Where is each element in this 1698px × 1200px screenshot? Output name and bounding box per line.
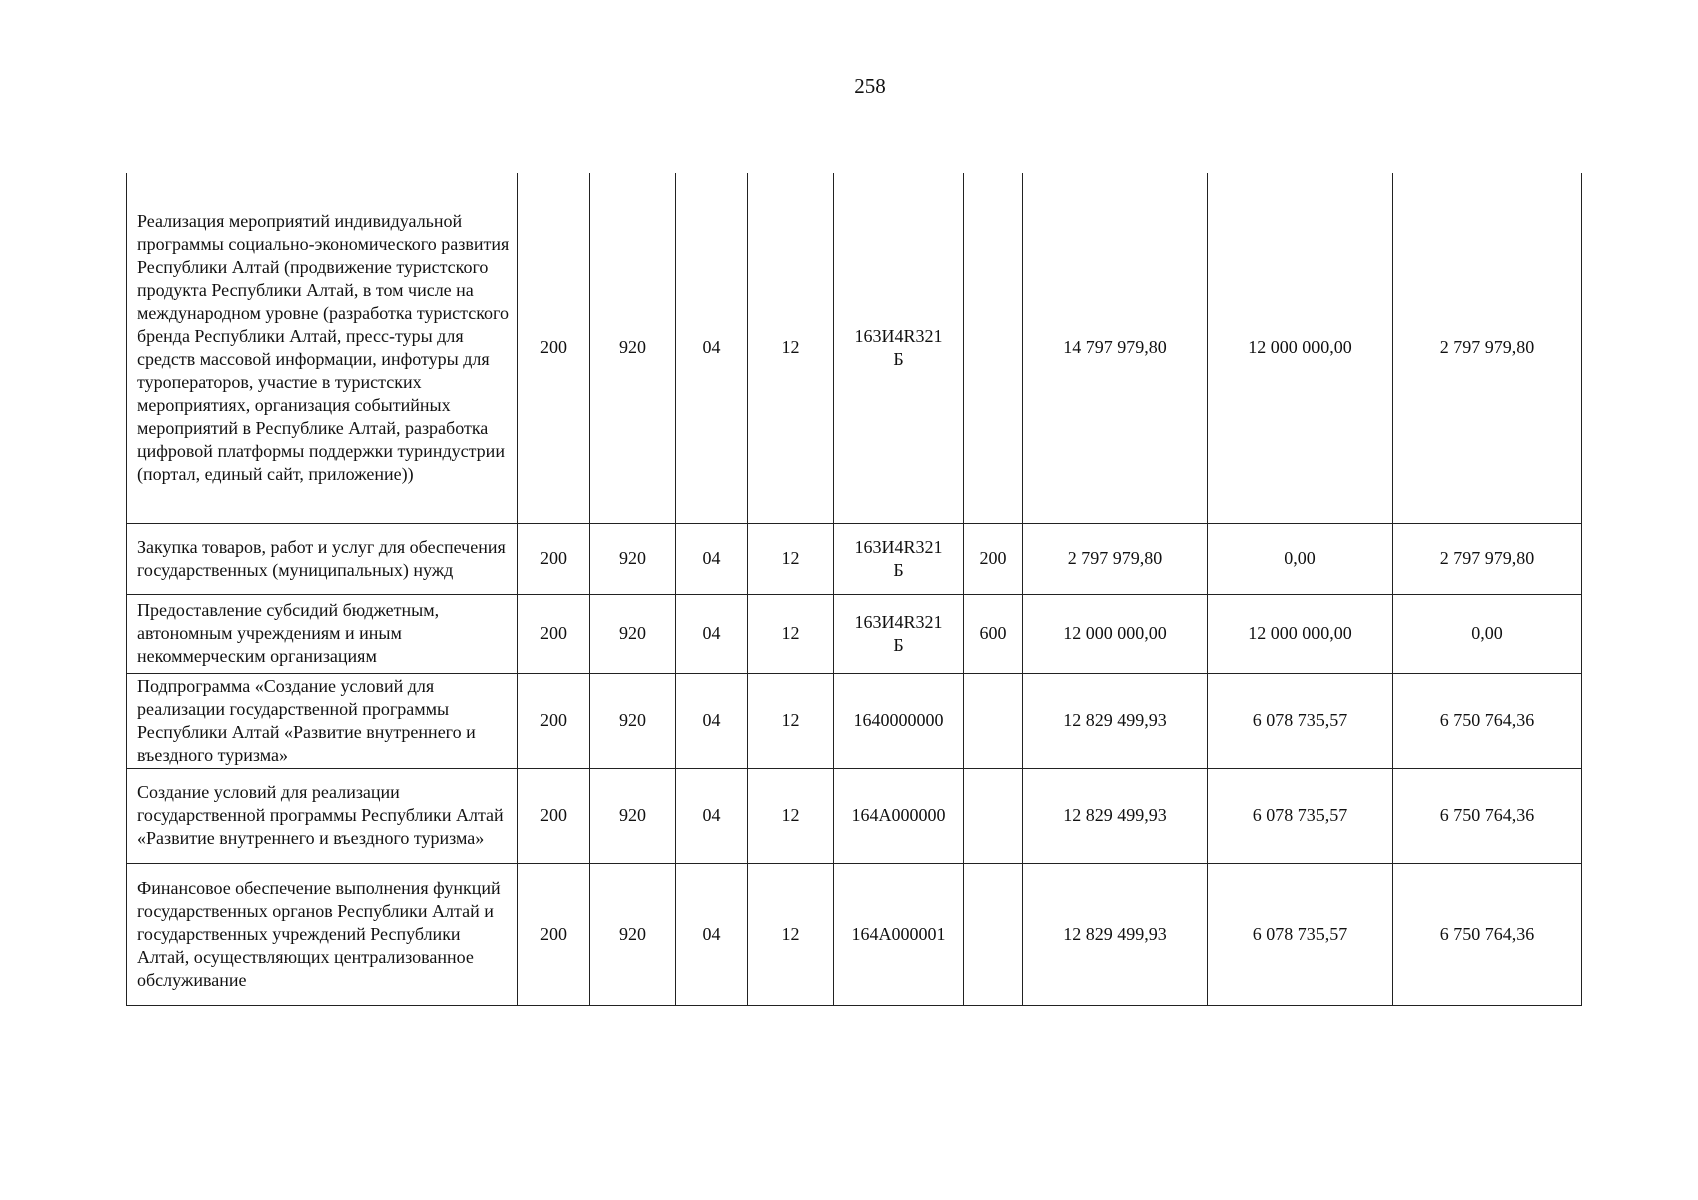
amount-a: 12 000 000,00 [1208,594,1393,673]
expense-type [964,673,1023,768]
target-code-suffix: Б [893,634,904,655]
code-col-3: 04 [676,768,748,863]
code-col-4: 12 [748,768,834,863]
target-code-main: 164А000001 [851,923,946,944]
table-row [127,768,1582,863]
code-col-2: 920 [590,173,676,523]
row-name: Финансовое обеспечение выполнения функций государственных органов Республики Алтай и государственных учреждений Республики Алтай, осуществляющих централизованное обслуживание [127,863,518,1005]
code-col-4: 12 [748,863,834,1005]
amount-total: 2 797 979,80 [1023,523,1208,594]
code-col-3: 04 [676,673,748,768]
target-code [834,863,964,1005]
code-col-1: 200 [518,863,590,1005]
code-col-1: 200 [518,173,590,523]
target-code [834,523,964,594]
code-col-4: 12 [748,673,834,768]
table-row [127,594,1582,673]
row-name: Создание условий для реализации государственной программы Республики Алтай «Развитие внутреннего и въездного туризма» [127,768,518,863]
code-col-2: 920 [590,594,676,673]
amount-total: 14 797 979,80 [1023,173,1208,523]
target-code-main: 164А000000 [851,805,946,825]
amount-a: 6 078 735,57 [1208,863,1393,1005]
target-code-suffix: Б [893,559,904,580]
target-code [834,673,964,768]
code-col-3: 04 [676,523,748,594]
code-col-1: 200 [518,594,590,673]
budget-table [126,173,1582,1006]
code-col-3: 04 [676,863,748,1005]
row-name: Закупка товаров, работ и услуг для обеспечения государственных (муниципальных) нужд [127,523,518,594]
amount-a: 12 000 000,00 [1208,173,1393,523]
target-code-main: 163И4R321 [854,611,943,632]
expense-type [964,173,1023,523]
table-row [127,523,1582,594]
target-code-main: 163И4R321 [854,536,943,557]
target-code-main: 163И4R321 [854,325,943,346]
amount-total: 12 829 499,93 [1023,863,1208,1005]
amount-b: 0,00 [1393,594,1582,673]
expense-type: 200 [964,523,1023,594]
expense-type [964,863,1023,1005]
expense-type: 600 [964,594,1023,673]
code-col-2: 920 [590,523,676,594]
target-code [834,173,964,523]
amount-a: 0,00 [1208,523,1393,594]
table-row [127,673,1582,768]
code-col-4: 12 [748,523,834,594]
target-code [834,594,964,673]
code-col-1: 200 [518,768,590,863]
table-row [127,863,1582,1005]
expense-type [964,768,1023,863]
code-col-1: 200 [518,523,590,594]
amount-total: 12 829 499,93 [1023,673,1208,768]
row-name: Предоставление субсидий бюджетным, автономным учреждениям и иным некоммерческим организациям [127,594,518,673]
table-row [127,173,1582,523]
row-name: Реализация мероприятий индивидуальной программы социально-экономического развития Республики Алтай (продвижение туристского продукта Республики Алтай, в том числе на международном уровне (разработка туристского бренда Республики Алтай, пресс-туры для средств массовой информации, инфотуры для туроператоров, участие в туристских мероприятиях, организация событийных мероприятий в Республике Алтай, разработка цифровой платформы поддержки туриндустрии (портал, единый сайт, приложение)) [127,173,518,523]
target-code-suffix: Б [893,348,904,369]
page-number: 258 [854,74,886,98]
code-col-4: 12 [748,594,834,673]
amount-total: 12 829 499,93 [1023,768,1208,863]
code-col-2: 920 [590,768,676,863]
code-col-4: 12 [748,173,834,523]
code-col-1: 200 [518,673,590,768]
code-col-2: 920 [590,863,676,1005]
target-code-main: 1640000000 [853,710,944,730]
target-code [834,768,964,863]
amount-b: 6 750 764,36 [1393,768,1582,863]
amount-b: 6 750 764,36 [1393,863,1582,1005]
amount-b: 2 797 979,80 [1393,173,1582,523]
amount-a: 6 078 735,57 [1208,768,1393,863]
amount-a: 6 078 735,57 [1208,673,1393,768]
code-col-2: 920 [590,673,676,768]
code-col-3: 04 [676,173,748,523]
amount-b: 6 750 764,36 [1393,673,1582,768]
amount-total: 12 000 000,00 [1023,594,1208,673]
row-name: Подпрограмма «Создание условий для реализации государственной программы Республики Алтай «Развитие внутреннего и въездного туризма» [127,673,518,768]
code-col-3: 04 [676,594,748,673]
amount-b: 2 797 979,80 [1393,523,1582,594]
